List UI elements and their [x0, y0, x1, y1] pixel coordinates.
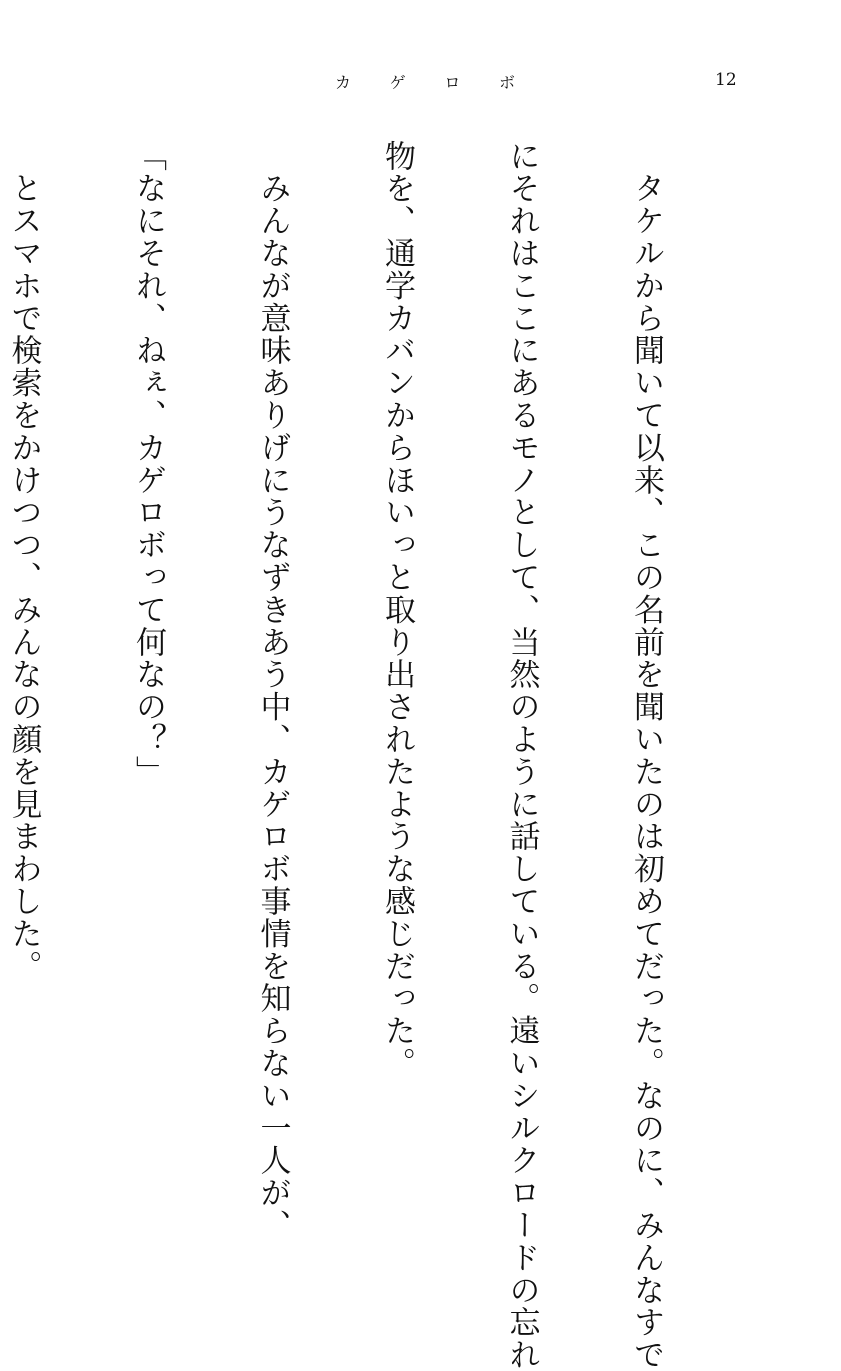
running-head-char: ロ — [444, 73, 461, 92]
running-head-char: ゲ — [389, 73, 406, 92]
text-line: とスマホで検索をかけつつ、みんなの顔を見まわした。 — [5, 140, 42, 983]
text-line: タケルから聞いて以来、この名前を聞いたのは初めてだった。なのに、みんなすで — [628, 140, 664, 1371]
vertical-body-text — [0, 140, 749, 1371]
running-head-char: ボ — [498, 73, 515, 92]
text-line: にそれはここにあるモノとして、当然のように話している。遠いシルクロードの忘れ — [503, 140, 540, 1371]
running-head-char: カ — [335, 73, 352, 92]
page-number: 12 — [715, 70, 737, 90]
text-line: 物を、通学カバンからほいっと取り出されたような感じだった。 — [379, 140, 415, 1080]
text-line: みんなが意味ありげにうなずきあう中、カゲロボ事情を知らない一人が、 — [254, 140, 291, 1242]
text-line: 「なにそれ、ねぇ、カゲロボって何なの？」 — [130, 140, 166, 788]
running-head-title — [335, 70, 515, 93]
